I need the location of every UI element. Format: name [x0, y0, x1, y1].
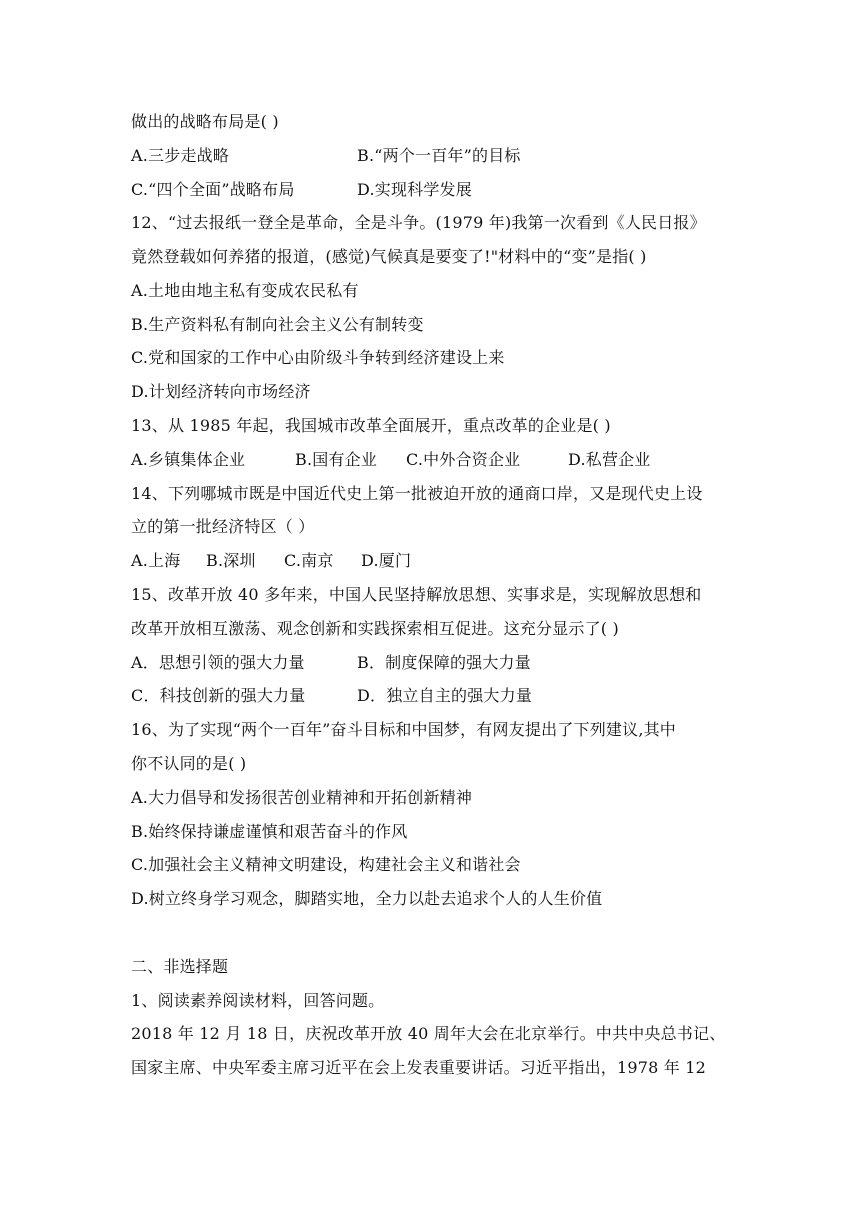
q11-stem-continued: 做出的战略布局是( ): [131, 112, 279, 131]
q15-option-b: B．制度保障的强大力量: [357, 653, 531, 672]
q12-stem-line-1: 12、“过去报纸一登全是革命，全是斗争。(1979 年)我第一次看到《人民日报》: [131, 213, 706, 232]
q15-option-a: A．思想引领的强大力量: [131, 653, 305, 672]
q13-stem: 13、从 1985 年起，我国城市改革全面展开，重点改革的企业是( ): [131, 416, 611, 435]
q14-option-b: B.深圳: [206, 551, 256, 570]
q14-option-c: C.南京: [284, 551, 334, 570]
reading-material-line-1: 2018 年 12 月 18 日，庆祝改革开放 40 周年大会在北京举行。中共中央总书记、: [131, 1024, 726, 1043]
q12-option-a: A.土地由地主私有变成农民私有: [131, 281, 359, 300]
q14-option-d: D.厦门: [361, 551, 412, 570]
q16-stem-line-2: 你不认同的是( ): [131, 754, 247, 773]
q12-stem-line-2: 竟然登载如何养猪的报道，(感觉)气候真是要变了!"材料中的“变”是指( ): [131, 247, 647, 266]
q15-option-d: D．独立自主的强大力量: [357, 686, 533, 705]
q11-option-d: D.实现科学发展: [357, 180, 472, 199]
q13-option-c: C.中外合资企业: [406, 450, 521, 469]
q16-option-d: D.树立终身学习观念，脚踏实地，全力以赴去追求个人的人生价值: [131, 889, 603, 908]
q13-option-a: A.乡镇集体企业: [131, 450, 246, 469]
q15-stem-line-2: 改革开放相互激荡、观念创新和实践探索相互促进。这充分显示了( ): [131, 619, 619, 638]
q12-option-c: C.党和国家的工作中心由阶级斗争转到经济建设上来: [131, 348, 505, 367]
q11-option-a: A.三步走战略: [131, 146, 230, 165]
q16-option-b: B.始终保持谦虚谨慎和艰苦奋斗的作风: [131, 822, 408, 841]
q14-option-a: A.上海: [131, 551, 181, 570]
q14-stem-line-1: 14、下列哪城市既是中国近代史上第一批被迫开放的通商口岸，又是现代史上设: [131, 484, 703, 503]
q12-option-b: B.生产资料私有制向社会主义公有制转变: [131, 315, 424, 334]
q11-option-c: C.“四个全面”战略布局: [131, 180, 295, 199]
essay-question-1-prompt: 1、阅读素养阅读材料，回答问题。: [131, 991, 385, 1010]
q15-option-c: C．科技创新的强大力量: [131, 686, 306, 705]
q13-option-b: B.国有企业: [295, 450, 378, 469]
q13-option-d: D.私营企业: [568, 450, 651, 469]
q11-option-b: B.“两个一百年”的目标: [357, 146, 521, 165]
q16-stem-line-1: 16、为了实现“两个一百年”奋斗目标和中国梦，有网友提出了下列建议,其中: [131, 720, 677, 739]
q15-stem-line-1: 15、改革开放 40 多年来，中国人民坚持解放思想、实事求是，实现解放思想和: [131, 585, 702, 604]
section-heading-non-choice: 二、非选择题: [131, 957, 229, 976]
q14-stem-line-2: 立的第一批经济特区（ ）: [131, 517, 315, 536]
q12-option-d: D.计划经济转向市场经济: [131, 382, 311, 401]
q16-option-c: C.加强社会主义精神文明建设，构建社会主义和谐社会: [131, 855, 521, 874]
reading-material-line-2: 国家主席、中央军委主席习近平在会上发表重要讲话。习近平指出，1978 年 12: [131, 1058, 707, 1077]
q16-option-a: A.大力倡导和发扬很苦创业精神和开拓创新精神: [131, 788, 473, 807]
